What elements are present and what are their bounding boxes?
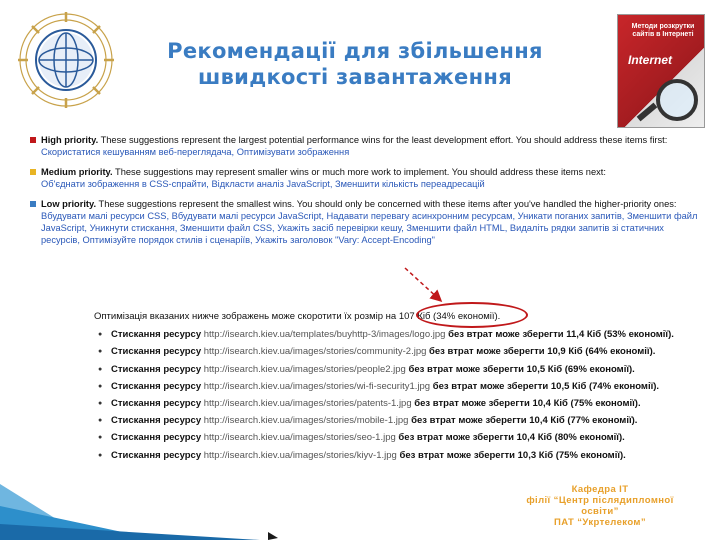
low-priority-bullet-icon <box>30 201 36 207</box>
priority-description: These suggestions may represent smaller wins or much more work to implement. You should address these items next: <box>112 167 606 177</box>
footer-credits: Кафедра ІТ філії “Центр післядипломної освіти” ПАТ “Укртелеком” <box>526 484 674 528</box>
savings-highlight: 107 Кіб (34% економії). <box>398 311 501 322</box>
list-item: ● Стискання ресурсу http://isearch.kiev.ua/images/stories/people2.jpg без втрат може зберегти 10,5 Кіб (69% економії). <box>111 361 694 378</box>
priority-description: These suggestions represent the smallest wins. You should only be concerned with these items after you've handled the higher-priority ones: <box>96 199 677 209</box>
highlight-oval <box>416 302 528 328</box>
book-cover-image <box>617 14 705 128</box>
resource-link[interactable]: http://isearch.kiev.ua/images/stories/community-2.jpg <box>203 346 427 358</box>
book-big-text: Internet <box>628 53 673 67</box>
resource-link[interactable]: http://isearch.kiev.ua/templates/buyhttp-3/images/logo.jpg <box>203 329 446 341</box>
list-item: ● Стискання ресурсу http://isearch.kiev.ua/images/stories/mobile-1.jpg без втрат може зберегти 10,4 Кіб (77% економії). <box>111 412 694 429</box>
optimization-header: Оптимізація вказаних нижче зображень може скоротити їх розмір на 107 Кіб (34% економії). <box>94 311 501 322</box>
priority-label: Medium priority. <box>41 167 113 177</box>
priority-medium <box>28 166 703 190</box>
resource-link[interactable]: http://isearch.kiev.ua/images/stories/patents-1.jpg <box>203 398 412 410</box>
priority-description: These suggestions represent the largest potential performance wins for the least development effort. You should address these items first: <box>98 135 668 145</box>
resource-link[interactable]: http://isearch.kiev.ua/images/stories/kiyv-1.jpg <box>203 449 397 461</box>
pagespeed-screenshot <box>28 134 703 254</box>
list-item: ● Стискання ресурсу http://isearch.kiev.ua/images/stories/patents-1.jpg без втрат може зберегти 10,4 Кіб (75% економії). <box>111 395 694 412</box>
list-item: ● Стискання ресурсу http://isearch.kiev.ua/images/stories/seo-1.jpg без втрат може зберегти 10,4 Кіб (80% економії). <box>111 429 694 446</box>
priority-links[interactable]: Вбудувати малі ресурси CSS, Вбудувати малі ресурси JavaScript, Надавати перевагу асинхронним ресурсам, Уникати поганих запитів, Зменшити файл JavaScript, Уникнути стискання, Зменшити файл CSS, Укажіть засіб перевірки кешу, Зменшити файл HTML, Видаліть рядки запитів зі статичних ресурсів, Оптимізуйте порядок стилів і сценаріїв, Укажіть заголовок "Vary: Accept-Encoding" <box>41 211 698 245</box>
list-item: ● Стискання ресурсу http://isearch.kiev.ua/images/stories/kiyv-1.jpg без втрат може зберегти 10,3 Кіб (75% економії). <box>111 447 694 464</box>
priority-links[interactable]: Об'єднати зображення в CSS-спрайти, Відкласти аналіз JavaScript, Зменшити кількість переадресацій <box>41 179 485 189</box>
resource-link[interactable]: http://isearch.kiev.ua/images/stories/mobile-1.jpg <box>203 415 409 427</box>
medium-priority-bullet-icon <box>30 169 36 175</box>
priority-high <box>28 134 703 158</box>
ornament-seal-icon <box>16 10 116 110</box>
resource-link[interactable]: http://isearch.kiev.ua/images/stories/people2.jpg <box>203 363 406 375</box>
list-item: ● Стискання ресурсу http://isearch.kiev.ua/images/stories/community-2.jpg без втрат може зберегти 10,9 Кіб (64% економії). <box>111 343 694 360</box>
priority-links[interactable]: Скористатися кешуванням веб-переглядача, Оптимізувати зображення <box>41 147 350 157</box>
corner-decoration <box>0 454 300 540</box>
image-optimization-panel <box>94 308 694 464</box>
resource-link[interactable]: http://isearch.kiev.ua/images/stories/wi-fi-security1.jpg <box>203 380 431 392</box>
list-item: ● Стискання ресурсу http://isearch.kiev.ua/images/stories/wi-fi-security1.jpg без втрат може зберегти 10,5 Кіб (74% економії). <box>111 378 694 395</box>
priority-label: Low priority. <box>41 199 97 209</box>
high-priority-bullet-icon <box>30 137 36 143</box>
priority-label: High priority. <box>41 135 99 145</box>
magnifying-glass-icon <box>656 79 698 121</box>
list-item: ● Стискання ресурсу http://isearch.kiev.ua/templates/buyhttp-3/images/logo.jpg без втрат може зберегти 11,4 Кіб (53% економії). <box>111 326 694 343</box>
slide-title: Рекомендації для збільшення швидкості завантаження <box>167 39 543 89</box>
book-title-label: Методи розкрутки сайтів в Інтернеті <box>631 23 695 38</box>
priority-low <box>28 198 703 246</box>
resource-link[interactable]: http://isearch.kiev.ua/images/stories/seo-1.jpg <box>203 432 396 444</box>
